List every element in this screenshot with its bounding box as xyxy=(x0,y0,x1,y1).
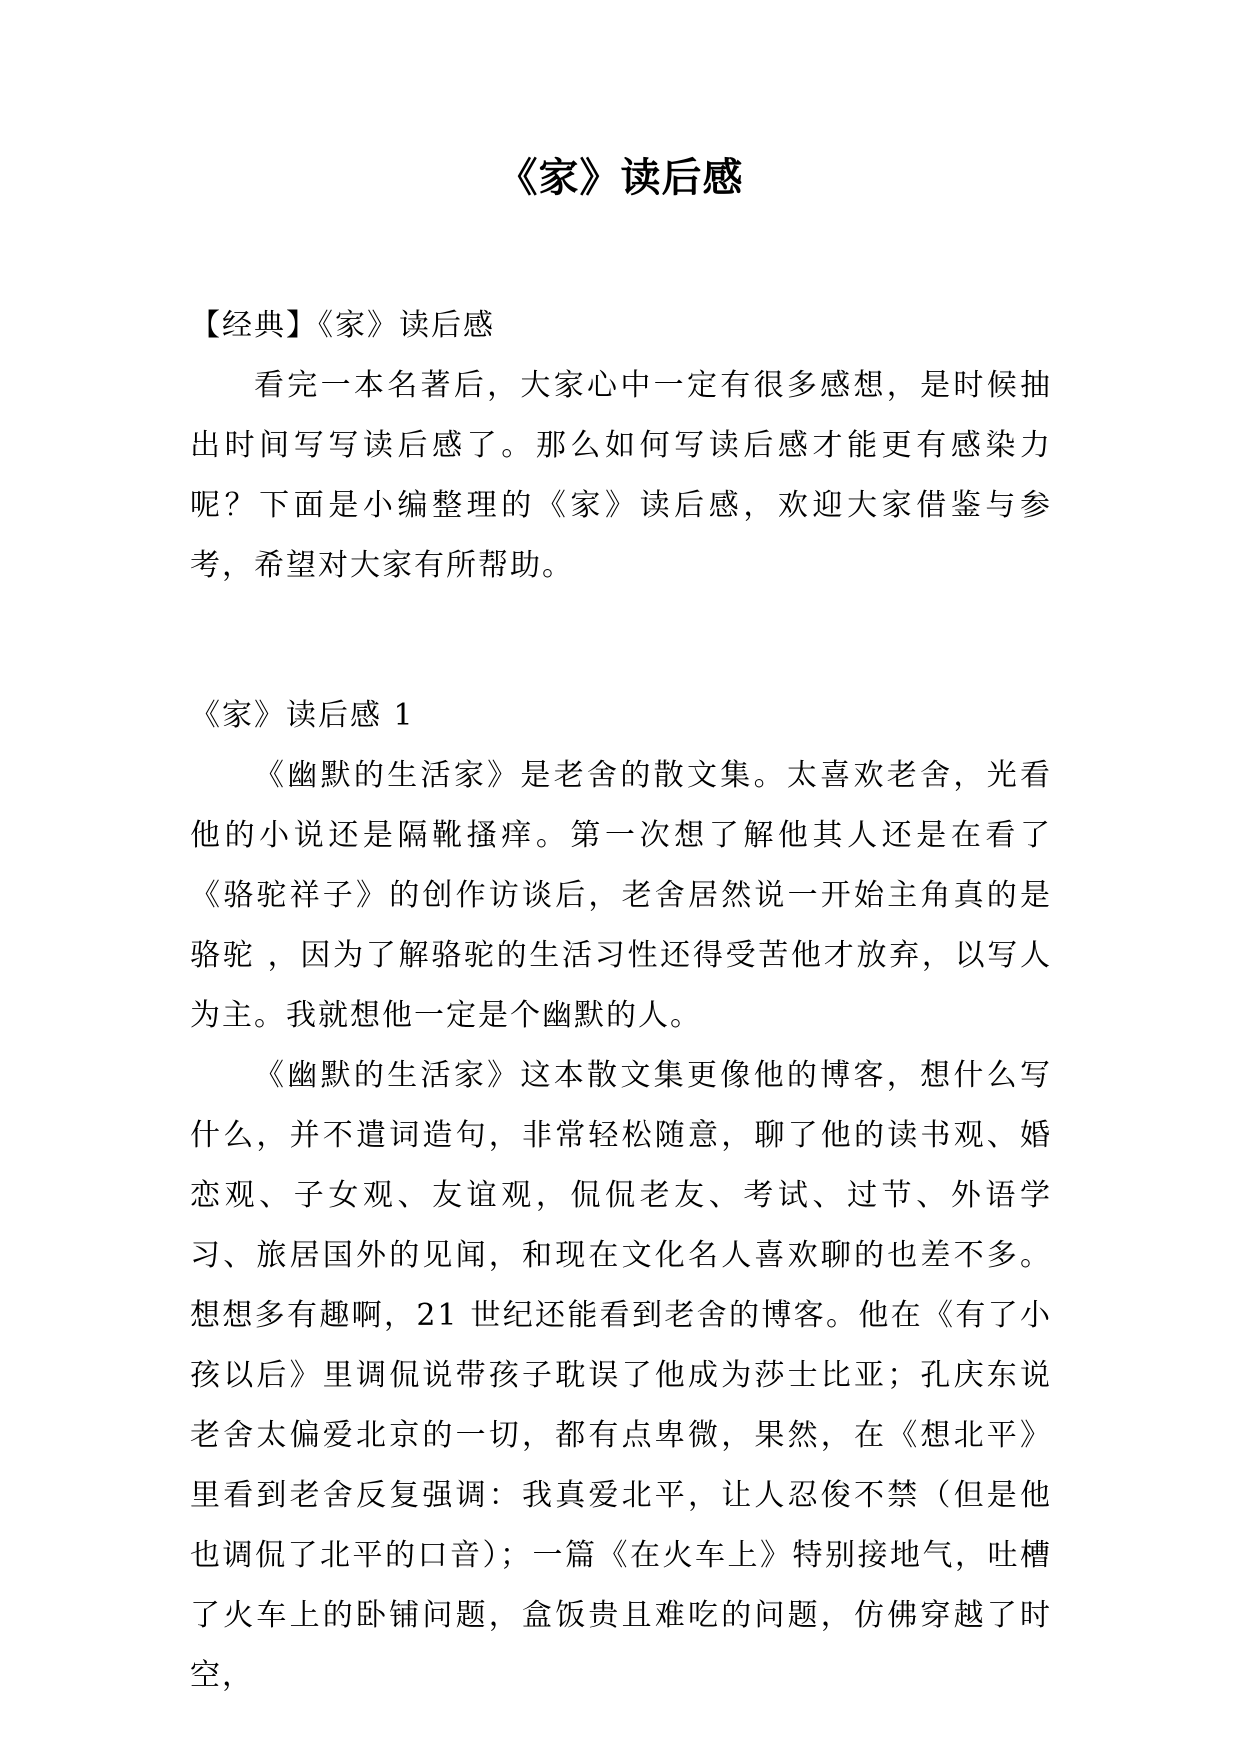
subtitle-text: 《家》读后感 xyxy=(318,308,495,343)
body-paragraph-2: 《幽默的生活家》这本散文集更像他的博客，想什么写什么，并不遣词造句，非常轻松随意，聊了他的读书观、婚恋观、子女观、友谊观，侃侃老友、考试、过节、外语学习、旅居国外的见闻，和现在文化名人喜欢聊的也差不多。想想多有趣啊，21 世纪还能看到老舍的博客。他在《有了小孩以后》里调侃说带孩子耽误了他成为莎士比亚；孔庆东说老舍太偏爱北京的一切，都有点卑微，果然，在《想北平》里看到老舍反复强调：我真爱北平，让人忍俊不禁（但是他也调侃了北平的口音）；一篇《在火车上》特别接地气，吐槽了火车上的卧铺问题，盒饭贵且难吃的问题，仿佛穿越了时空， xyxy=(190,1058,1052,1693)
body-paragraph-1: 《幽默的生活家》是老舍的散文集。太喜欢老舍，光看他的小说还是隔靴搔痒。第一次想了解他其人还是在看了《骆驼祥子》的创作访谈后，老舍居然说一开始主角真的是骆驼 ，因为了解骆驼的生活习性还得受苦他才放弃，以写人为主。我就想他一定是个幽默的人。 xyxy=(190,758,1052,1033)
subtitle-bracket: 【经典】 xyxy=(190,308,318,343)
section-spacer xyxy=(190,596,1052,686)
document-subtitle xyxy=(190,296,1052,356)
document-body xyxy=(190,296,1052,1706)
section-heading: 《家》读后感 1 xyxy=(190,698,415,733)
document-title: 《家》读后感 xyxy=(497,155,744,201)
intro-paragraph: 看完一本名著后，大家心中一定有很多感想，是时候抽出时间写写读后感了。那么如何写读后感才能更有感染力呢？下面是小编整理的《家》读后感，欢迎大家借鉴与参考，希望对大家有所帮助。 xyxy=(190,368,1052,583)
